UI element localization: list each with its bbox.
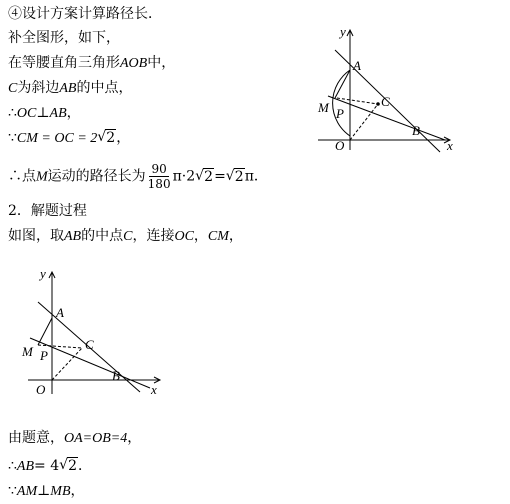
point-m: M bbox=[36, 169, 48, 185]
sqrt-expression bbox=[97, 128, 116, 148]
given-lengths: OA=OB=4 bbox=[64, 431, 128, 446]
label-y: y bbox=[340, 24, 346, 39]
line-6 bbox=[8, 128, 130, 149]
label-b: B bbox=[112, 368, 120, 383]
fraction-denominator: 180 bbox=[147, 177, 171, 191]
comma: ， bbox=[228, 228, 243, 244]
therefore-symbol: ∴ bbox=[8, 458, 17, 474]
line-5 bbox=[8, 103, 81, 124]
sqrt-expression bbox=[59, 456, 78, 476]
radicand: 2 bbox=[106, 130, 116, 146]
radicand-1: 2 bbox=[204, 168, 214, 185]
equals-sign: = bbox=[214, 168, 226, 185]
line-9 bbox=[8, 226, 243, 247]
segment-ab: AB bbox=[59, 81, 77, 96]
fraction bbox=[148, 162, 171, 191]
line-7-text: ∴点 bbox=[8, 168, 36, 185]
line-1 bbox=[8, 4, 162, 24]
section-heading: 2．解题过程 bbox=[8, 203, 87, 219]
pi-times-2: π·2 bbox=[172, 168, 196, 185]
line-9-mid: 的中点 bbox=[81, 228, 124, 244]
length-equation: CM = OC = 2 bbox=[16, 131, 98, 146]
line-8 bbox=[8, 201, 87, 221]
line-5-tail: ， bbox=[66, 105, 81, 121]
sqrt-expression-1 bbox=[195, 167, 214, 187]
label-x: x bbox=[151, 382, 157, 397]
segment-oc bbox=[52, 348, 82, 380]
line-11 bbox=[8, 456, 92, 477]
line-4 bbox=[8, 78, 132, 99]
comma: ， bbox=[127, 430, 142, 446]
line-9-text: 如图，取 bbox=[8, 228, 64, 244]
period: ． bbox=[78, 458, 93, 474]
line-4-text: 为斜边 bbox=[17, 80, 60, 96]
triangle-name: AOB bbox=[120, 56, 148, 71]
label-c: C bbox=[85, 337, 94, 352]
line-3-text: 在等腰直角三角形 bbox=[8, 55, 120, 71]
point-c: C bbox=[8, 81, 18, 96]
equals-4: = 4 bbox=[34, 458, 60, 474]
line-6-tail: ， bbox=[116, 130, 131, 146]
segment-cm: CM bbox=[207, 229, 229, 244]
because-symbol: ∵ bbox=[8, 130, 17, 146]
radicand: 2 bbox=[68, 458, 78, 474]
line-3 bbox=[8, 53, 175, 74]
label-m: M bbox=[318, 100, 329, 115]
line-7-mid: 运动的路径长为 bbox=[47, 168, 146, 185]
line-1-text: ④设计方案计算路径长． bbox=[8, 6, 162, 22]
radicand-2: 2 bbox=[234, 168, 244, 185]
segment-oc: OC bbox=[174, 229, 194, 244]
comma: ， bbox=[70, 483, 85, 499]
line-4-tail: 的中点， bbox=[76, 80, 133, 96]
label-p: P bbox=[40, 348, 48, 363]
label-o: O bbox=[36, 382, 46, 397]
label-b: B bbox=[412, 123, 420, 138]
label-a: A bbox=[56, 305, 64, 320]
pi-result: π． bbox=[244, 168, 268, 185]
line-10-text: 由题意， bbox=[8, 430, 64, 446]
therefore-symbol: ∴ bbox=[8, 105, 17, 121]
label-o: O bbox=[335, 138, 345, 153]
point-c-dot bbox=[376, 102, 380, 106]
segment-am bbox=[38, 318, 52, 345]
line-12 bbox=[8, 481, 85, 502]
line-7 bbox=[8, 162, 268, 191]
perpendicular-statement: AM⊥MB bbox=[16, 484, 71, 499]
segment-ab: AB bbox=[64, 229, 82, 244]
label-a: A bbox=[353, 58, 361, 73]
line-9-connect: ，连接 bbox=[132, 228, 175, 244]
figure-1 bbox=[312, 20, 462, 160]
sqrt-expression-2 bbox=[226, 167, 245, 187]
line-3-tail: 中， bbox=[147, 55, 176, 71]
segment-cm bbox=[337, 98, 378, 104]
label-p: P bbox=[336, 106, 344, 121]
line-10 bbox=[8, 428, 141, 449]
line-2 bbox=[8, 28, 120, 48]
label-x: x bbox=[447, 138, 453, 153]
figure-2 bbox=[16, 264, 166, 404]
perpendicular-statement: OC⊥AB bbox=[16, 106, 67, 121]
line-2-text: 补全图形，如下， bbox=[8, 30, 120, 46]
label-m: M bbox=[22, 344, 33, 359]
fraction-numerator: 90 bbox=[151, 162, 167, 176]
because-symbol: ∵ bbox=[8, 483, 17, 499]
point-c: C bbox=[123, 229, 133, 244]
comma: ， bbox=[193, 228, 208, 244]
segment-ab: AB bbox=[16, 459, 35, 474]
label-c: C bbox=[381, 94, 390, 109]
label-y: y bbox=[40, 266, 46, 281]
